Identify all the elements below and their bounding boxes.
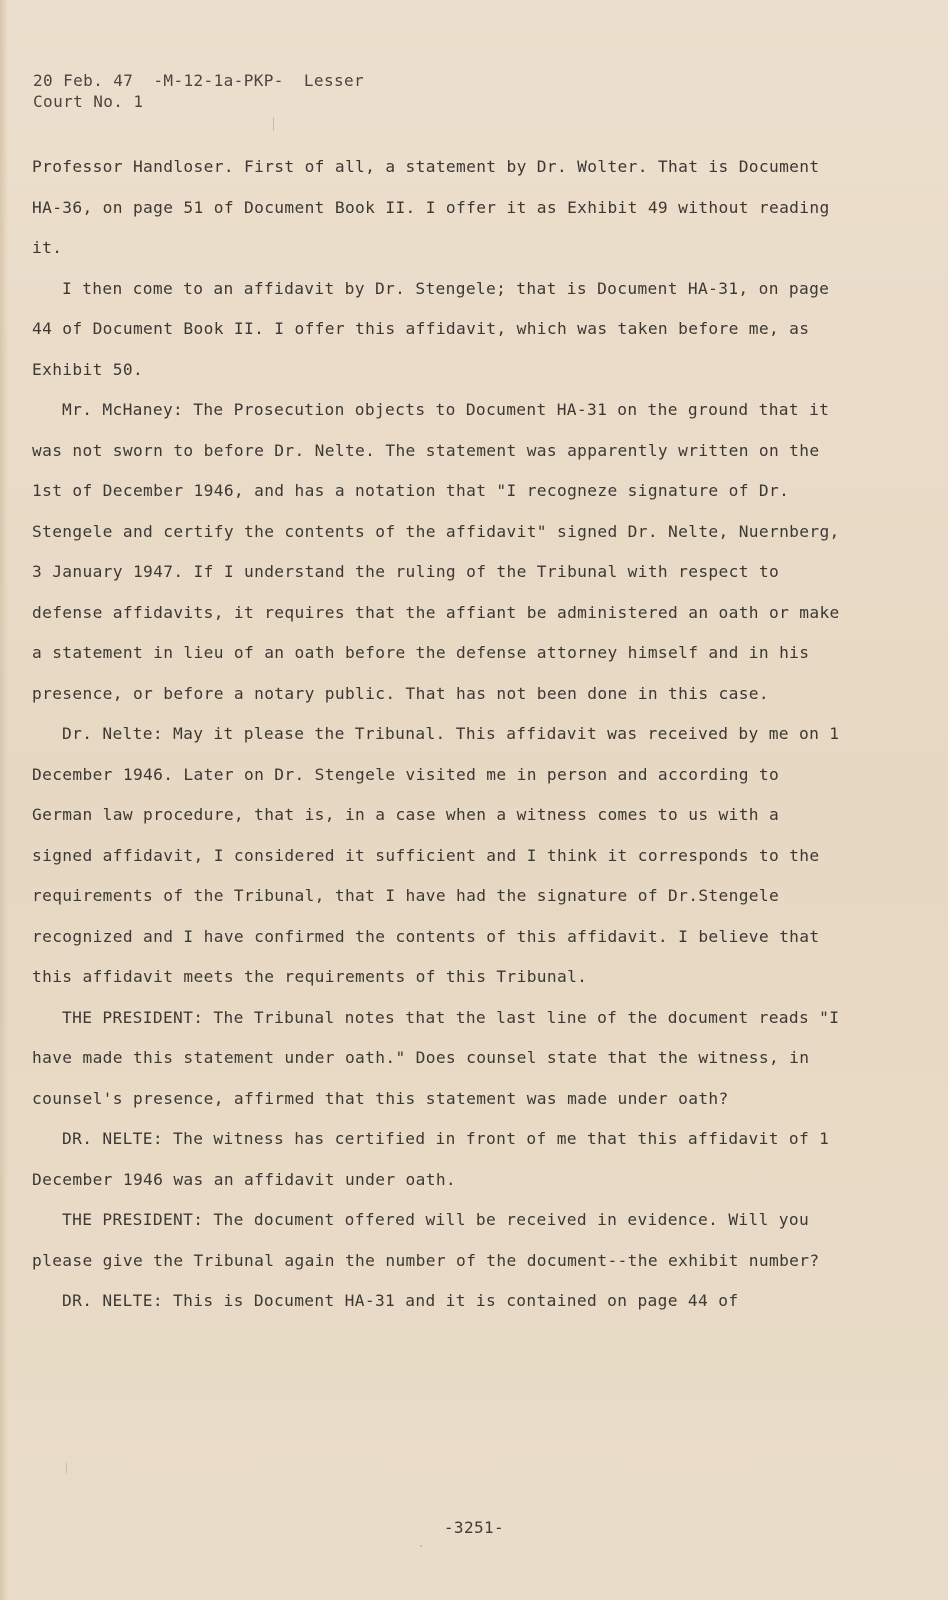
paragraph-1: Professor Handloser. First of all, a statement by Dr. Wolter. That is Document HA-36, on page 51 of Document Book II. I offer it as Exhibit 49 without reading it. <box>32 157 830 257</box>
page-edge-shadow <box>0 0 8 1600</box>
transcript-body <box>32 147 847 1322</box>
paragraph-8: DR. NELTE: This is Document HA-31 and it is contained on page 44 of <box>62 1291 739 1310</box>
paper-mark <box>273 117 274 131</box>
paper-mark <box>66 1463 67 1473</box>
header-date-code: 20 Feb. 47 -M-12-1a-PKP- Lesser <box>33 71 365 90</box>
paragraph-2: I then come to an affidavit by Dr. Stengele; that is Document HA-31, on page 44 of Document Book II. I offer this affidavit, which was taken before me, as Exhibit 50. <box>32 278 830 379</box>
paragraph-3: Mr. McHaney: The Prosecution objects to Document HA-31 on the ground that it was not sworn to before Dr. Nelte. The statement was apparently written on the 1st of December 1946, and has a notation that "I recogneze signature of Dr. Stengele and certify the contents of the affidavit" signed Dr. Nelte, Nuernberg, 3 January 1947. If I understand the ruling of the Tribunal with respect to defense affidavits, it requires that the affiant be administered an oath or make a statement in lieu of an oath before the defense attorney himself and in his presence, or before a notary public. That has not been done in this case. <box>32 400 840 703</box>
paragraph-4: Dr. Nelte: May it please the Tribunal. This affidavit was received by me on 1 December 1946. Later on Dr. Stengele visited me in person and according to German law procedure, that is, in a case when a witness comes to us with a signed affidavit, I considered it sufficient and I think it corresponds to the requirements of the Tribunal, that I have had the signature of Dr.Stengele recognized and I have confirmed the contents of this affidavit. I believe that this affidavit meets the requirements of this Tribunal. <box>32 724 840 986</box>
page-number: -3251- <box>443 1518 505 1537</box>
paragraph-6: DR. NELTE: The witness has certified in front of me that this affidavit of 1 December 1946 was an affidavit under oath. <box>32 1129 830 1189</box>
transcript-header <box>33 70 453 112</box>
paper-mark <box>420 1545 422 1547</box>
header-court: Court No. 1 <box>33 92 144 111</box>
paragraph-5: THE PRESIDENT: The Tribunal notes that the last line of the document reads "I have made this statement under oath." Does counsel state that the witness, in counsel's presence, affirmed that this statement was made under oath? <box>32 1007 840 1108</box>
paragraph-7: THE PRESIDENT: The document offered will be received in evidence. Will you please give the Tribunal again the number of the document--the exhibit number? <box>32 1210 820 1270</box>
